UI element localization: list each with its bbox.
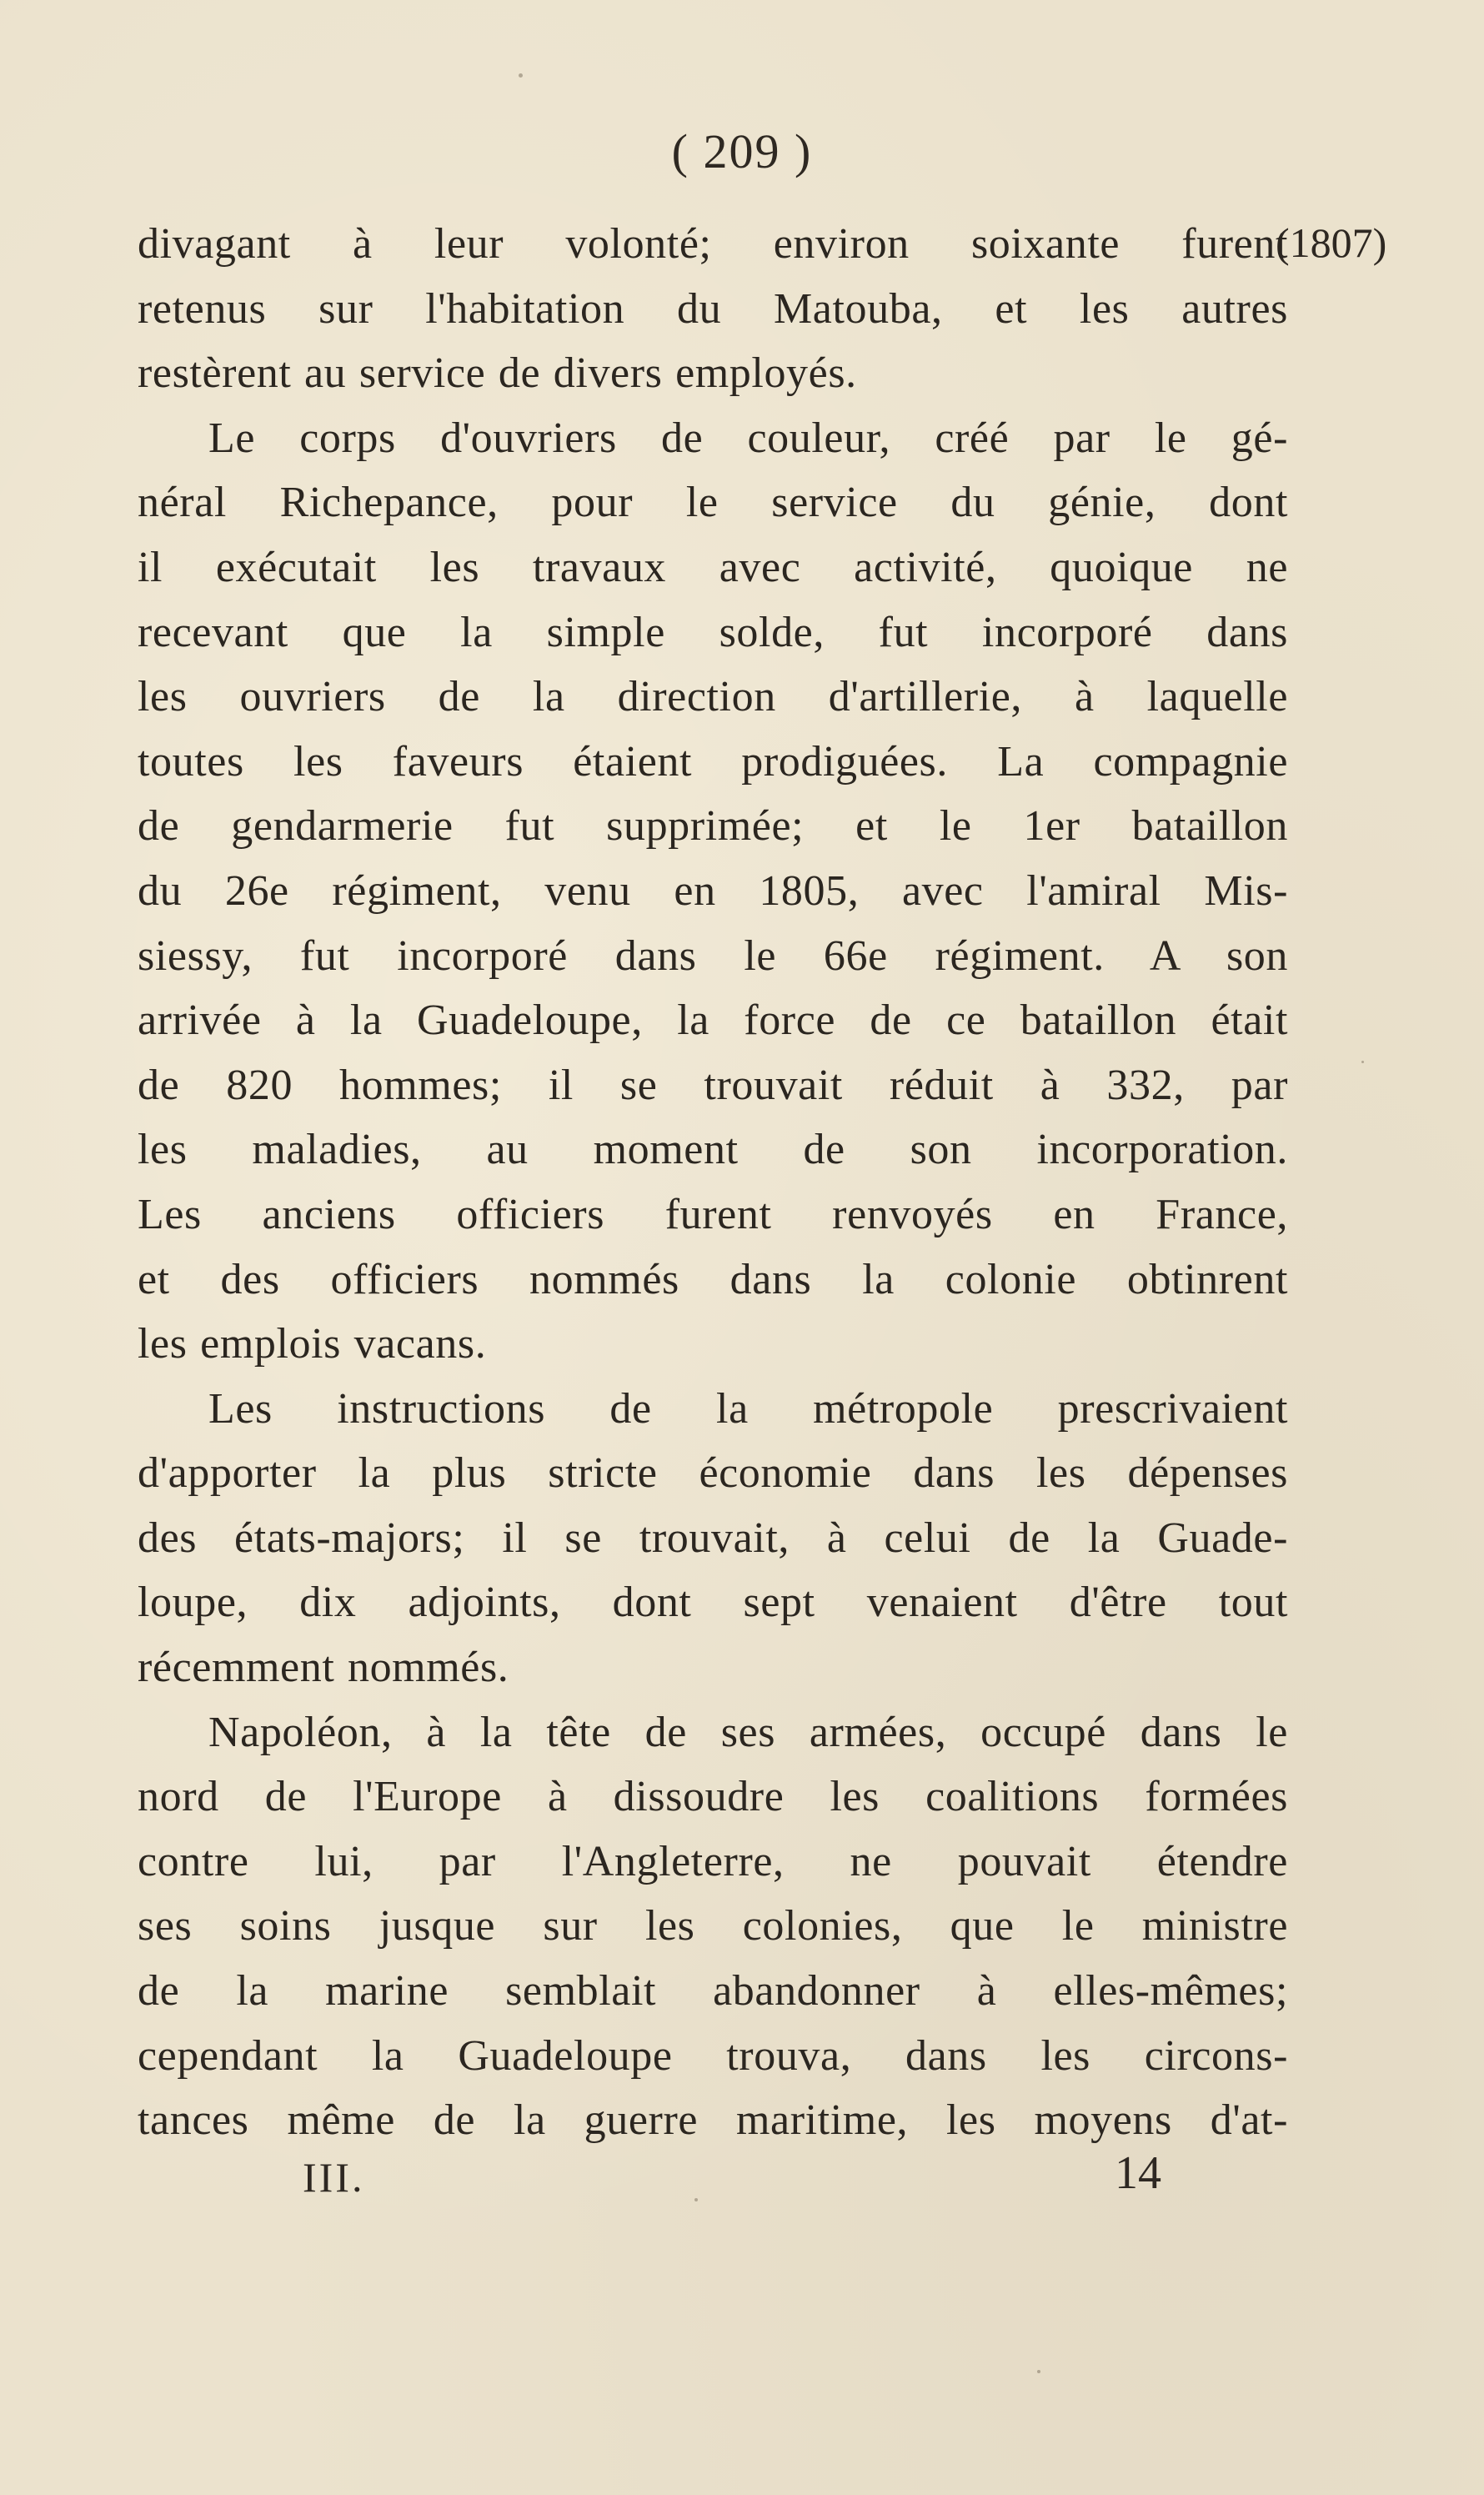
text-line: néral Richepance, pour le service du génie, dont [138,479,1288,527]
text-line: il exécutait les travaux avec activité, quoique ne [138,543,1288,591]
text-line: arrivée à la Guadeloupe, la force de ce bataillon était [138,996,1288,1045]
text-line: nord de l'Europe à dissoudre les coalitions formées [138,1773,1288,1821]
paper-speck [519,73,523,78]
text-line: divagant à leur volonté; environ soixante furent [138,220,1288,268]
text-line: d'apporter la plus stricte économie dans les dépenses [138,1449,1288,1498]
text-line: toutes les faveurs étaient prodiguées. La compagnie [138,737,1288,786]
text-line: ses soins jusque sur les colonies, que le ministre [138,1902,1288,1950]
text-line: les emplois vacans. [138,1320,487,1368]
text-line: retenus sur l'habitation du Matouba, et les autres [138,284,1288,333]
text-line: siessy, fut incorporé dans le 66e régiment. A son [138,931,1288,980]
sheet-number: 14 [1115,2147,1161,2199]
text-line: tances même de la guerre maritime, les moyens d'at- [138,2096,1288,2145]
text-line: loupe, dix adjoints, dont sept venaient d'être tout [138,1579,1288,1627]
text-line: et des officiers nommés dans la colonie obtinrent [138,1255,1288,1303]
text-line: les ouvriers de la direction d'artillerie, à laquelle [138,673,1288,721]
text-line: Napoléon, à la tête de ses armées, occupé dans le [208,1708,1288,1756]
text-line: du 26e régiment, venu en 1805, avec l'amiral Mis- [138,866,1288,915]
paper-speck [1037,2370,1040,2373]
text-line: de la marine semblait abandonner à elles-mêmes; [138,1967,1288,2016]
text-line: Les anciens officiers furent renvoyés en France, [138,1190,1288,1238]
paper-speck [1361,1061,1364,1063]
paper-speck [694,2198,698,2201]
margin-year-note: (1807) [1276,219,1387,266]
text-line: des états-majors; il se trouvait, à celui de la Guade- [138,1514,1288,1562]
text-line: cependant la Guadeloupe trouva, dans les circons- [138,2031,1288,2080]
body-text [138,212,1288,2153]
text-line: de gendarmerie fut supprimée; et le 1er bataillon [138,802,1288,851]
page-number: ( 209 ) [671,124,813,178]
signature-mark: III. [303,2154,365,2201]
text-line: recevant que la simple solde, fut incorporé dans [138,608,1288,656]
text-line: Les instructions de la métropole prescrivaient [208,1384,1288,1433]
text-line: contre lui, par l'Angleterre, ne pouvait étendre [138,1837,1288,1885]
text-line: de 820 hommes; il se trouvait réduit à 332, par [138,1061,1288,1109]
text-line: les maladies, au moment de son incorporation. [138,1126,1288,1174]
text-line: restèrent au service de divers employés. [138,349,857,398]
text-line: récemment nommés. [138,1644,509,1692]
text-line: Le corps d'ouvriers de couleur, créé par le gé- [208,414,1288,462]
